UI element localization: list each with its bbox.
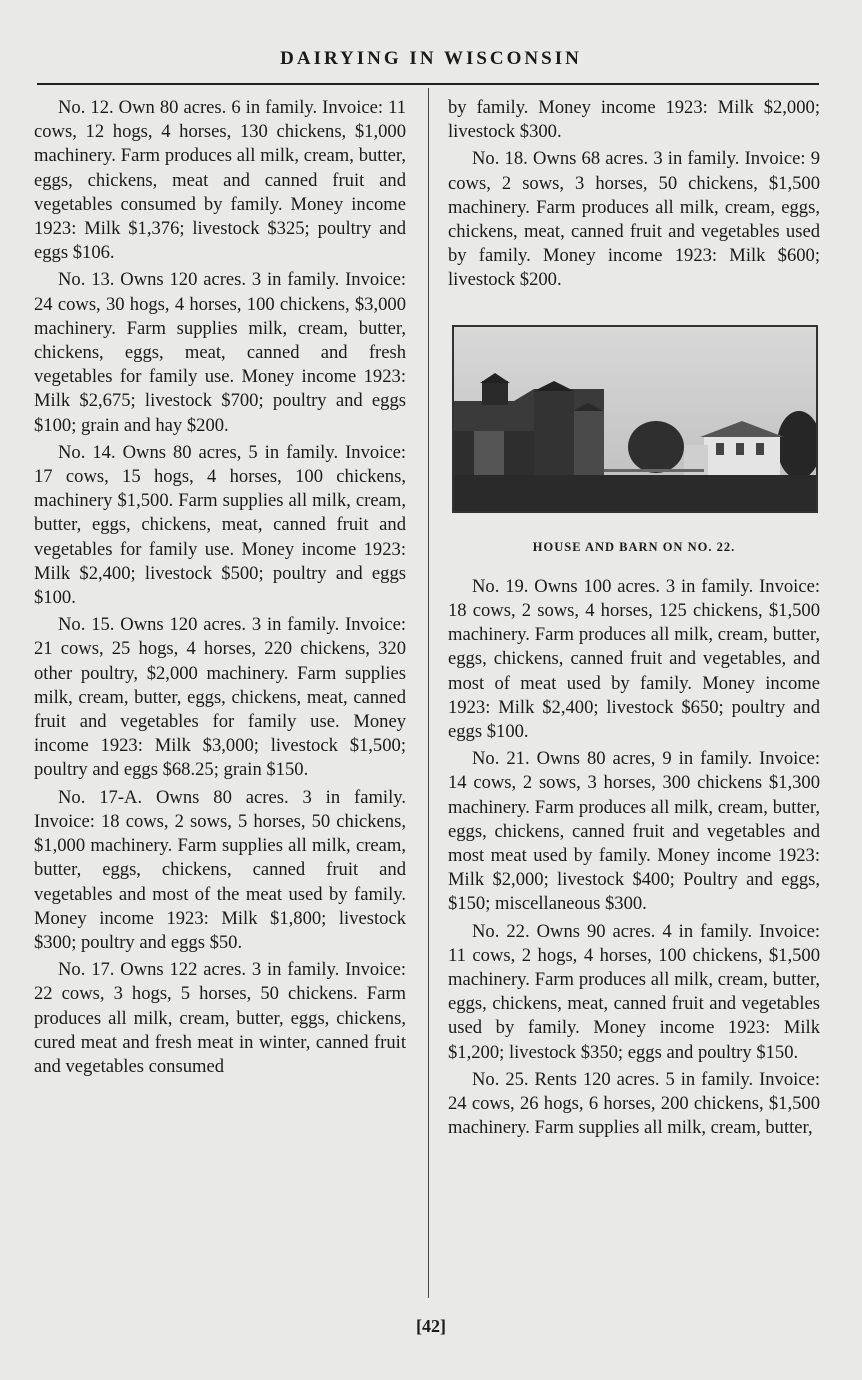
farm-entry-17a: No. 17-A. Owns 80 acres. 3 in family. Invoice: 18 cows, 2 sows, 5 horses, 50 chickens, $1,000 machinery. Farm supplies all milk, cream, butter, eggs, chickens, canned fruit and vegetables and most of the meat used by family. Money income 1923: Milk $1,800; livestock $300; poultry and eggs $50. [34,786,406,953]
farm-entry-22: No. 22. Owns 90 acres. 4 in family. Invoice: 11 cows, 2 hogs, 4 horses, 100 chickens, $1,500 machinery. Farm produces all milk, cream, butter, eggs, chickens, meat, canned fruit and vegetables used by family. Money income 1923: Milk $1,200; livestock $350; eggs and poultry $150. [448,920,820,1063]
farm-entry-17-continued: by family. Money income 1923: Milk $2,000; livestock $300. [448,97,820,143]
farm-entry-15: No. 15. Owns 120 acres. 3 in family. Invoice: 21 cows, 25 hogs, 4 horses, 220 chickens, 320 other poultry, $2,000 machinery. Farm supplies milk, cream, butter, eggs, chickens, meat, canned fruit and vegetables for family use. Money income 1923: Milk $3,000; livestock $1,500; poultry and eggs $68.25; grain $150. [34,614,406,781]
house-and-barn-image [454,327,816,511]
farm-entry-17: No. 17. Owns 122 acres. 3 in family. Invoice: 22 cows, 3 hogs, 5 horses, 50 chickens. Farm produces all milk, cream, butter, eggs, chickens, cured meat and fresh meat in winter, canned fruit and vegetables consumed [34,959,406,1077]
header-rule [37,83,819,85]
farm-entry-14: No. 14. Owns 80 acres, 5 in family. Invoice: 17 cows, 15 hogs, 4 horses, 100 chickens, machinery $1,500. Farm supplies all milk, cream, butter, eggs, chickens, meat, canned fruit and vegetables for family use. Money income 1923: Milk $2,400; livestock $500; poultry and eggs $100. [34,441,406,609]
farm-photo [452,325,818,513]
farm-entry-25: No. 25. Rents 120 acres. 5 in family. Invoice: 24 cows, 26 hogs, 6 horses, 200 chickens, $1,500 machinery. Farm supplies all milk, cream, butter, [448,1068,820,1139]
left-column [34,96,406,1082]
farm-entry-21: No. 21. Owns 80 acres, 9 in family. Invoice: 14 cows, 2 sows, 3 horses, 300 chickens $1,300 machinery. Farm produces all milk, cream, butter, eggs, chickens, canned fruit and vegetables and most meat used by family. Money income 1923: Milk $2,000; livestock $400; Poultry and eggs, $150; miscellaneous $300. [448,748,820,915]
farm-entry-12: No. 12. Own 80 acres. 6 in family. Invoice: 11 cows, 12 hogs, 4 horses, 130 chickens, $1,000 machinery. Farm produces all milk, cream, butter, eggs, chickens, meat and canned fruit and vegetables consumed by family. Money income 1923: Milk $1,376; livestock $325; poultry and eggs $106. [34,97,406,264]
farm-entry-19: No. 19. Owns 100 acres. 3 in family. Invoice: 18 cows, 2 sows, 4 horses, 125 chickens, $1,500 machinery. Farm produces all milk, cream, butter, eggs, chickens, canned fruit and vegetables, and most of meat used by family. Money income 1923: Milk $2,400; livestock $650; poultry and eggs $100. [448,575,820,743]
column-divider [428,88,429,1298]
right-column [448,96,820,1144]
farm-entry-18: No. 18. Owns 68 acres. 3 in family. Invoice: 9 cows, 2 sows, 3 horses, 50 chickens, $1,500 machinery. Farm produces all milk, cream, eggs, chickens, meat, canned fruit and vegetables used by family. Money income 1923: Milk $600; livestock $200. [448,148,820,291]
page-number: [42] [416,1316,446,1336]
farm-entry-13: No. 13. Owns 120 acres. 3 in family. Invoice: 24 cows, 30 hogs, 4 horses, 100 chickens, $3,000 machinery. Farm supplies milk, cream, butter, chickens, eggs, meat, canned and fresh vegetables for family use. Money income 1923: Milk $2,675; livestock $700; poultry and eggs $100; grain and hay $200. [34,269,406,436]
page-header: DAIRYING IN WISCONSIN [280,48,582,69]
photo-caption: HOUSE AND BARN ON NO. 22. [532,539,736,554]
